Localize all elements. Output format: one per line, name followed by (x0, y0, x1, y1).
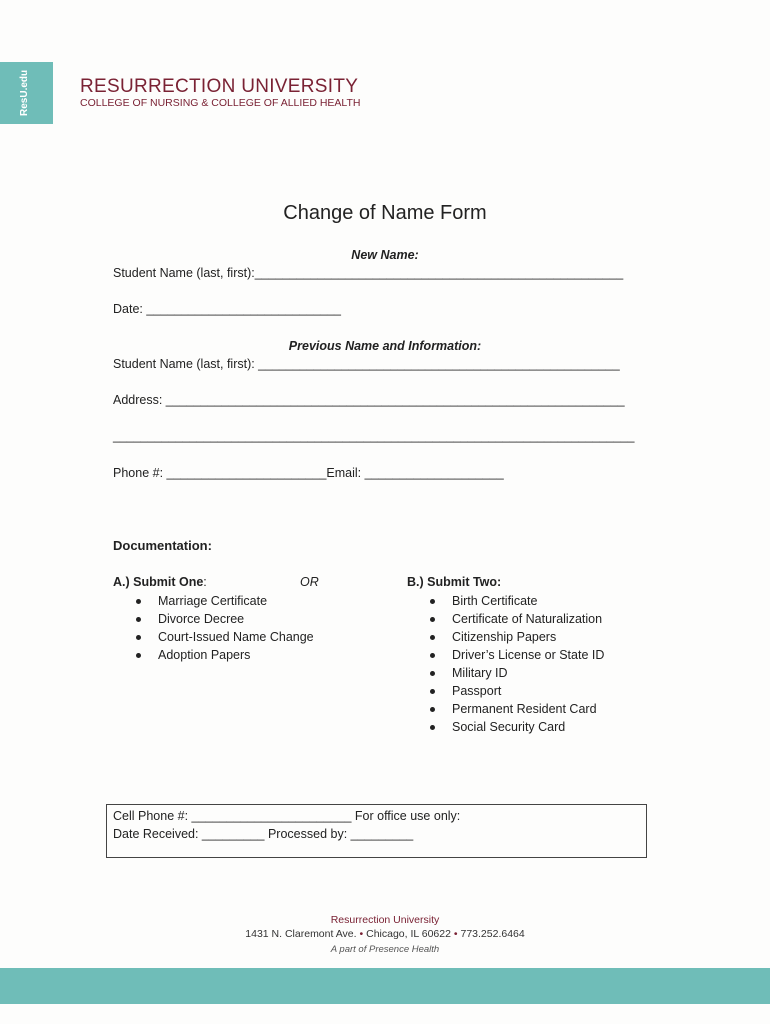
office-use-box (106, 804, 647, 858)
site-tab-text: ResU.edu (19, 69, 30, 116)
list-item: Court-Issued Name Change (134, 628, 314, 646)
or-text: OR (300, 575, 319, 589)
university-name: RESURRECTION UNIVERSITY (80, 76, 359, 97)
option-a-colon: : (203, 575, 207, 589)
option-b-list (428, 592, 604, 736)
list-item: Military ID (428, 664, 604, 682)
list-item: Social Security Card (428, 718, 604, 736)
list-item: Adoption Papers (134, 646, 314, 664)
footer-affiliation: A part of Presence Health (330, 944, 440, 955)
option-a-label: A.) Submit One (113, 575, 204, 589)
option-a-heading (113, 575, 207, 589)
address-field[interactable]: Address: __________________________________________________________________ (113, 393, 625, 407)
list-item: Divorce Decree (134, 610, 314, 628)
bottom-band (0, 968, 770, 1004)
site-tab (0, 62, 53, 124)
date-received-line[interactable]: Date Received: _________ Processed by: _________ (113, 827, 414, 841)
new-student-name-field[interactable]: Student Name (last, first):_____________________________________________________ (113, 266, 624, 280)
footer-address (0, 928, 770, 940)
form-title: Change of Name Form (283, 202, 487, 224)
list-item: Passport (428, 682, 604, 700)
bullet-separator: • (453, 928, 458, 940)
list-item: Citizenship Papers (428, 628, 604, 646)
address-field-line-2[interactable]: ___________________________________________________________________________ (113, 429, 635, 443)
college-line: COLLEGE OF NURSING & COLLEGE OF ALLIED HEALTH (80, 97, 361, 109)
previous-student-name-field[interactable]: Student Name (last, first): ____________________________________________________ (113, 357, 620, 371)
cell-phone-office-line[interactable]: Cell Phone #: _______________________ For office use only: (113, 809, 461, 823)
option-a-list (134, 592, 314, 664)
footer-street: 1431 N. Claremont Ave. (245, 928, 357, 940)
list-item: Certificate of Naturalization (428, 610, 604, 628)
footer-city: Chicago, IL 60622 (366, 928, 451, 940)
documentation-heading: Documentation: (113, 538, 212, 553)
list-item: Driver’s License or State ID (428, 646, 604, 664)
phone-email-field[interactable]: Phone #: _______________________Email: ____________________ (113, 466, 504, 480)
date-field[interactable]: Date: ____________________________ (113, 302, 342, 316)
previous-name-heading: Previous Name and Information: (288, 339, 482, 353)
list-item: Marriage Certificate (134, 592, 314, 610)
list-item: Birth Certificate (428, 592, 604, 610)
footer-university-name: Resurrection University (330, 914, 440, 926)
footer-phone: 773.252.6464 (460, 928, 525, 940)
list-item: Permanent Resident Card (428, 700, 604, 718)
option-b-label: B.) Submit Two: (407, 575, 502, 589)
bullet-separator: • (359, 928, 364, 940)
new-name-heading: New Name: (351, 248, 419, 262)
